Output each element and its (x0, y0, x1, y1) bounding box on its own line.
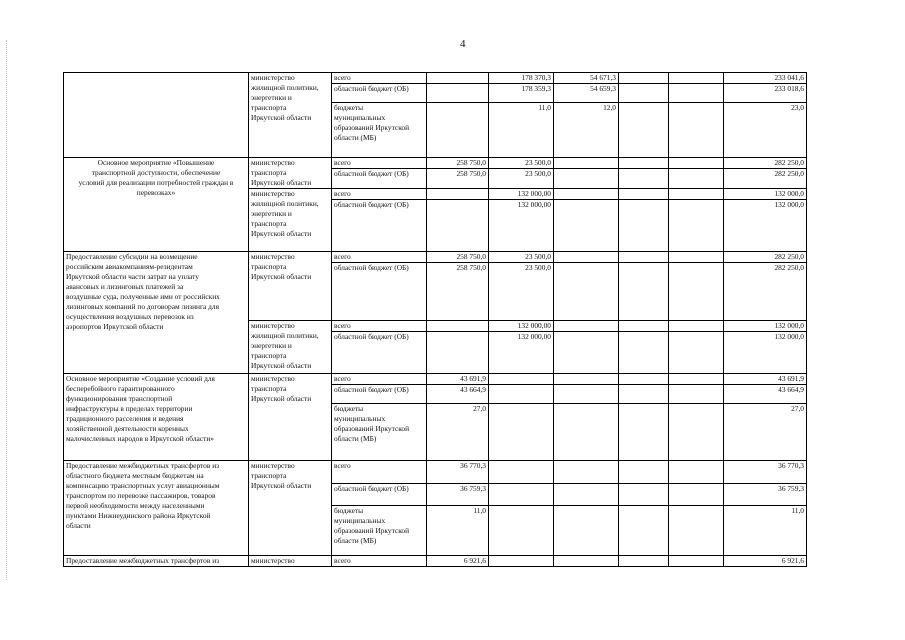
amount-cell: 36 770,3 (427, 461, 489, 484)
table-row (64, 374, 807, 385)
table-row (64, 556, 807, 567)
amount-cell (554, 506, 619, 556)
amount-cell (669, 252, 724, 263)
amount-cell (489, 484, 554, 506)
amount-cell (669, 506, 724, 556)
total-cell: 132 000,0 (724, 332, 807, 374)
total-cell: 282 250,0 (724, 169, 807, 189)
funding-source-cell: бюджеты муниципальных образований Иркутской области (МБ) (332, 404, 427, 461)
funding-source-cell: всего (332, 556, 427, 567)
amount-cell (427, 332, 489, 374)
executor-cell: министерство жилищной политики, энергетики и транспорта Иркутской области (249, 73, 332, 158)
total-cell: 43 664,9 (724, 385, 807, 404)
amount-cell (489, 385, 554, 404)
total-cell: 233 018,6 (724, 84, 807, 103)
funding-source-cell: всего (332, 461, 427, 484)
amount-cell: 54 659,3 (554, 84, 619, 103)
amount-cell: 27,0 (427, 404, 489, 461)
total-cell: 233 041,6 (724, 73, 807, 84)
amount-cell (427, 103, 489, 158)
amount-cell (669, 169, 724, 189)
amount-cell (669, 385, 724, 404)
amount-cell (619, 332, 669, 374)
amount-cell (619, 461, 669, 484)
amount-cell (669, 84, 724, 103)
amount-cell (669, 461, 724, 484)
amount-cell (669, 189, 724, 200)
amount-cell (489, 556, 554, 567)
funding-source-cell: областной бюджет (ОБ) (332, 169, 427, 189)
funding-source-cell: бюджеты муниципальных образований Иркутской области (МБ) (332, 103, 427, 158)
amount-cell (554, 189, 619, 200)
total-cell: 11,0 (724, 506, 807, 556)
amount-cell (619, 506, 669, 556)
amount-cell (554, 263, 619, 321)
amount-cell (489, 461, 554, 484)
amount-cell (427, 321, 489, 332)
amount-cell: 258 750,0 (427, 158, 489, 169)
measure-name-cell: Основное мероприятие «Создание условий для бесперебойного гарантированного функционирования транспортной инфраструктуры в пределах территории традиционного расселения и ведения хозяйственной деятельности коренных малочисленных народов в Иркутской области» (64, 374, 249, 461)
amount-cell (669, 158, 724, 169)
amount-cell (619, 103, 669, 158)
amount-cell (554, 200, 619, 252)
funding-source-cell: всего (332, 252, 427, 263)
amount-cell (619, 169, 669, 189)
funding-source-cell: всего (332, 158, 427, 169)
executor-cell: министерство транспорта Иркутской области (249, 461, 332, 556)
executor-cell: министерство транспорта Иркутской области (249, 252, 332, 321)
total-cell: 282 250,0 (724, 252, 807, 263)
amount-cell (619, 404, 669, 461)
amount-cell (619, 158, 669, 169)
amount-cell (619, 189, 669, 200)
funding-source-cell: областной бюджет (ОБ) (332, 263, 427, 321)
amount-cell (554, 556, 619, 567)
amount-cell: 23 500,0 (489, 263, 554, 321)
total-cell: 132 000,0 (724, 189, 807, 200)
amount-cell (554, 385, 619, 404)
table-row (64, 158, 807, 169)
executor-cell: министерство (249, 556, 332, 567)
funding-source-cell: областной бюджет (ОБ) (332, 200, 427, 252)
amount-cell (554, 461, 619, 484)
amount-cell (554, 332, 619, 374)
amount-cell (554, 169, 619, 189)
amount-cell (427, 84, 489, 103)
amount-cell (554, 484, 619, 506)
measure-name-cell (64, 73, 249, 158)
amount-cell (619, 84, 669, 103)
amount-cell (669, 103, 724, 158)
amount-cell: 43 664,9 (427, 385, 489, 404)
amount-cell (669, 404, 724, 461)
amount-cell: 178 370,3 (489, 73, 554, 84)
amount-cell (669, 263, 724, 321)
amount-cell: 36 759,3 (427, 484, 489, 506)
amount-cell: 132 000,00 (489, 200, 554, 252)
measure-name-cell: Предоставление субсидии на возмещение российским авиакомпаниям-резидентам Иркутской области части затрат на уплату авансовых и лизинговых платежей за воздушные суда, полученные ими от российских лизинговых компаний по договорам лизинга для осуществления воздушных перевозок из аэропортов Иркутской области (64, 252, 249, 374)
total-cell: 6 921,6 (724, 556, 807, 567)
amount-cell (554, 404, 619, 461)
table-row (64, 73, 807, 84)
amount-cell (669, 556, 724, 567)
amount-cell (619, 252, 669, 263)
executor-cell: министерство жилищной политики, энергетики и транспорта Иркутской области (249, 189, 332, 252)
amount-cell (619, 484, 669, 506)
amount-cell (619, 385, 669, 404)
total-cell: 132 000,0 (724, 200, 807, 252)
amount-cell (619, 73, 669, 84)
page-number: 4 (460, 38, 466, 50)
amount-cell: 23 500,0 (489, 169, 554, 189)
table-row (64, 252, 807, 263)
funding-source-cell: областной бюджет (ОБ) (332, 332, 427, 374)
amount-cell (619, 263, 669, 321)
amount-cell (619, 200, 669, 252)
amount-cell: 54 671,3 (554, 73, 619, 84)
amount-cell: 23 500,0 (489, 158, 554, 169)
amount-cell: 132 000,00 (489, 321, 554, 332)
amount-cell: 258 750,0 (427, 169, 489, 189)
amount-cell: 178 359,3 (489, 84, 554, 103)
amount-cell (427, 200, 489, 252)
executor-cell: министерство жилищной политики, энергетики и транспорта Иркутской области (249, 321, 332, 374)
total-cell: 36 770,3 (724, 461, 807, 484)
funding-source-cell: областной бюджет (ОБ) (332, 385, 427, 404)
amount-cell (554, 321, 619, 332)
funding-source-cell: бюджеты муниципальных образований Иркутской области (МБ) (332, 506, 427, 556)
executor-cell: министерство транспорта Иркутской области (249, 158, 332, 189)
total-cell: 36 759,3 (724, 484, 807, 506)
amount-cell: 12,0 (554, 103, 619, 158)
funding-source-cell: областной бюджет (ОБ) (332, 84, 427, 103)
funding-source-cell: всего (332, 73, 427, 84)
amount-cell: 43 691,9 (427, 374, 489, 385)
amount-cell (669, 321, 724, 332)
amount-cell (427, 73, 489, 84)
funding-source-cell: областной бюджет (ОБ) (332, 484, 427, 506)
executor-cell: министерство транспорта Иркутской области (249, 374, 332, 461)
amount-cell (669, 332, 724, 374)
amount-cell (669, 73, 724, 84)
amount-cell (619, 374, 669, 385)
amount-cell (554, 158, 619, 169)
amount-cell (554, 252, 619, 263)
total-cell: 132 000,0 (724, 321, 807, 332)
total-cell: 43 691,9 (724, 374, 807, 385)
total-cell: 282 250,0 (724, 158, 807, 169)
amount-cell: 258 750,0 (427, 252, 489, 263)
total-cell: 23,0 (724, 103, 807, 158)
measure-name-cell: Предоставление межбюджетных трансфертов из областного бюджета местным бюджетам на компенсацию транспортных услуг авиационным транспортом по перевозке пассажиров, товаров первой необходимости между населенными пунктами Нижнеудинского района Иркутской области (64, 461, 249, 556)
amount-cell: 23 500,0 (489, 252, 554, 263)
amount-cell: 132 000,00 (489, 332, 554, 374)
total-cell: 282 250,0 (724, 263, 807, 321)
amount-cell: 11,0 (489, 103, 554, 158)
budget-table (63, 72, 807, 567)
amount-cell (489, 404, 554, 461)
table-row (64, 461, 807, 484)
total-cell: 27,0 (724, 404, 807, 461)
amount-cell: 11,0 (427, 506, 489, 556)
amount-cell (669, 200, 724, 252)
amount-cell (489, 506, 554, 556)
measure-name-cell: Предоставление межбюджетных трансфертов из (64, 556, 249, 567)
amount-cell: 132 000,00 (489, 189, 554, 200)
amount-cell (619, 321, 669, 332)
amount-cell (669, 484, 724, 506)
amount-cell (427, 189, 489, 200)
funding-source-cell: всего (332, 374, 427, 385)
funding-source-cell: всего (332, 189, 427, 200)
amount-cell (554, 374, 619, 385)
amount-cell: 6 921,6 (427, 556, 489, 567)
measure-name-cell: Основное мероприятие «Повышение транспортной доступности, обеспечение условий для реализации потребностей граждан в перевозках» (64, 158, 249, 252)
funding-source-cell: всего (332, 321, 427, 332)
amount-cell (619, 556, 669, 567)
amount-cell: 258 750,0 (427, 263, 489, 321)
amount-cell (669, 374, 724, 385)
amount-cell (489, 374, 554, 385)
binding-margin-mark (6, 40, 8, 580)
